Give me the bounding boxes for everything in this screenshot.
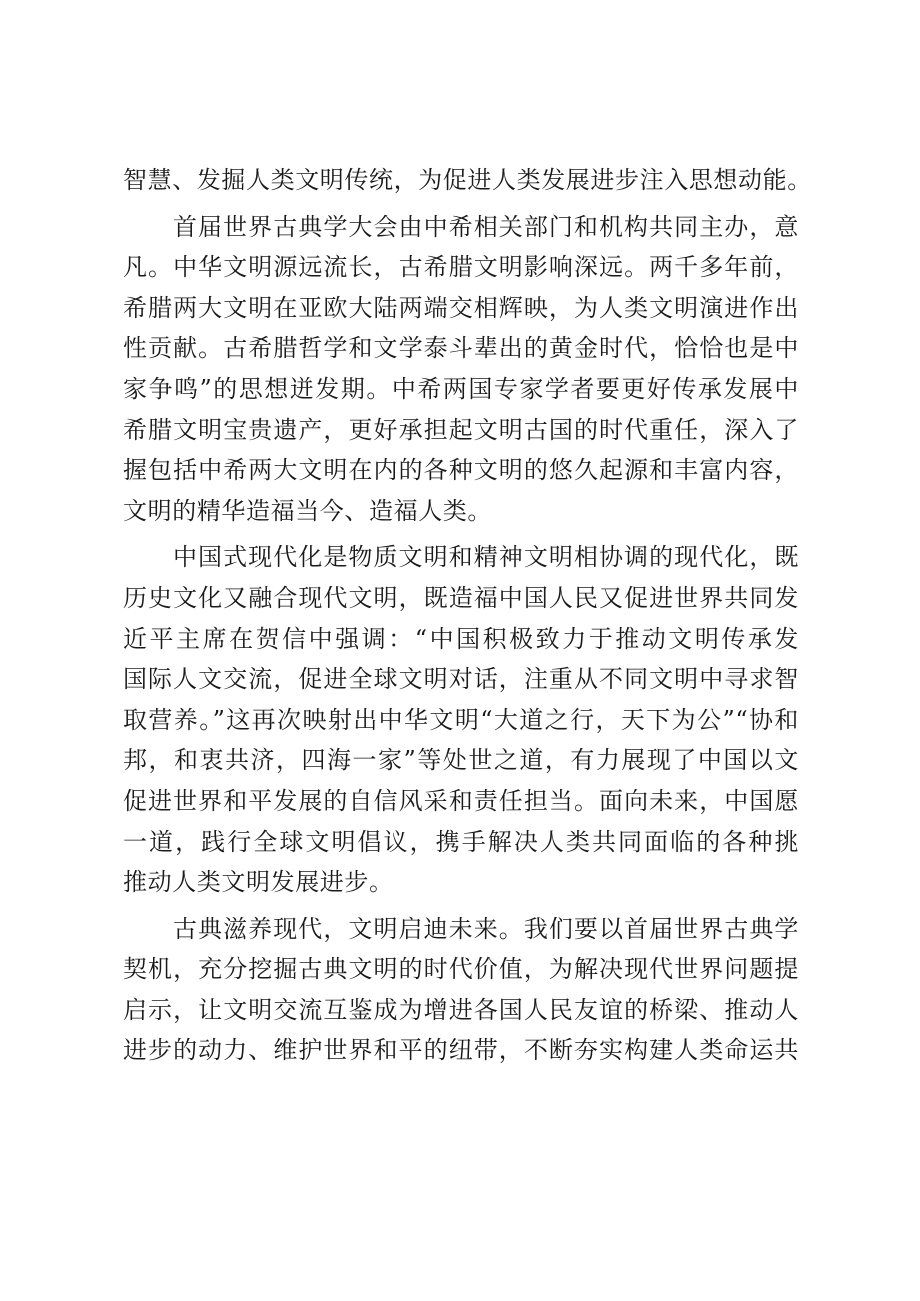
paragraph-line: 国际人文交流，促进全球文明对话，注重从不同文明中寻求智 bbox=[123, 665, 799, 694]
paragraph-line: 促进世界和平发展的自信风采和责任担当。面向未来，中国愿 bbox=[123, 786, 799, 815]
paragraph-line: 首届世界古典学大会由中希相关部门和机构共同主办，意 bbox=[173, 212, 799, 241]
paragraph-line: 中国式现代化是物质文明和精神文明相协调的现代化，既 bbox=[173, 543, 799, 572]
paragraph-line: 历史文化又融合现代文明，既造福中国人民又促进世界共同发 bbox=[123, 583, 799, 612]
paragraph-line: 希腊文明宝贵遗产，更好承担起文明古国的时代重任，深入了 bbox=[123, 415, 799, 444]
paragraph-line: 古典滋养现代，文明启迪未来。我们要以首届世界古典学 bbox=[173, 914, 799, 943]
paragraph-line: 一道，践行全球文明倡议，携手解决人类共同面临的各种挑 bbox=[123, 827, 799, 856]
document-body bbox=[123, 160, 812, 1071]
paragraph-line: 性贡献。古希腊哲学和文学泰斗辈出的黄金时代，恰恰也是中 bbox=[123, 334, 799, 363]
paragraph-line: 智慧、发掘人类文明传统，为促进人类发展进步注入思想动能。 bbox=[123, 166, 812, 194]
paragraph-line: 启示，让文明交流互鉴成为增进各国人民友谊的桥梁、推动人 bbox=[123, 995, 799, 1024]
paragraph-line: 邦，和衷共济，四海一家”等处世之道，有力展现了中国以文 bbox=[123, 746, 799, 775]
paragraph-line: 取营养。”这再次映射出中华文明“大道之行，天下为公”“协和 bbox=[123, 705, 799, 734]
paragraph-line: 凡。中华文明源远流长，古希腊文明影响深远。两千多年前， bbox=[123, 253, 799, 282]
paragraph-line: 希腊两大文明在亚欧大陆两端交相辉映，为人类文明演进作出 bbox=[123, 293, 799, 322]
paragraph-line: 握包括中希两大文明在内的各种文明的悠久起源和丰富内容， bbox=[123, 456, 799, 485]
paragraph-line: 推动人类文明发展进步。 bbox=[123, 868, 394, 897]
paragraph-line: 契机，充分挖掘古典文明的时代价值，为解决现代世界问题提 bbox=[123, 955, 799, 984]
paragraph-line: 文明的精华造福当今、造福人类。 bbox=[123, 496, 492, 525]
paragraph-line: 近平主席在贺信中强调：“中国积极致力于推动文明传承发 bbox=[123, 624, 799, 653]
paragraph-line: 进步的动力、维护世界和平的纽带，不断夯实构建人类命运共 bbox=[123, 1036, 799, 1065]
paragraph-line: 家争鸣”的思想迸发期。中希两国专家学者要更好传承发展中 bbox=[123, 374, 799, 403]
